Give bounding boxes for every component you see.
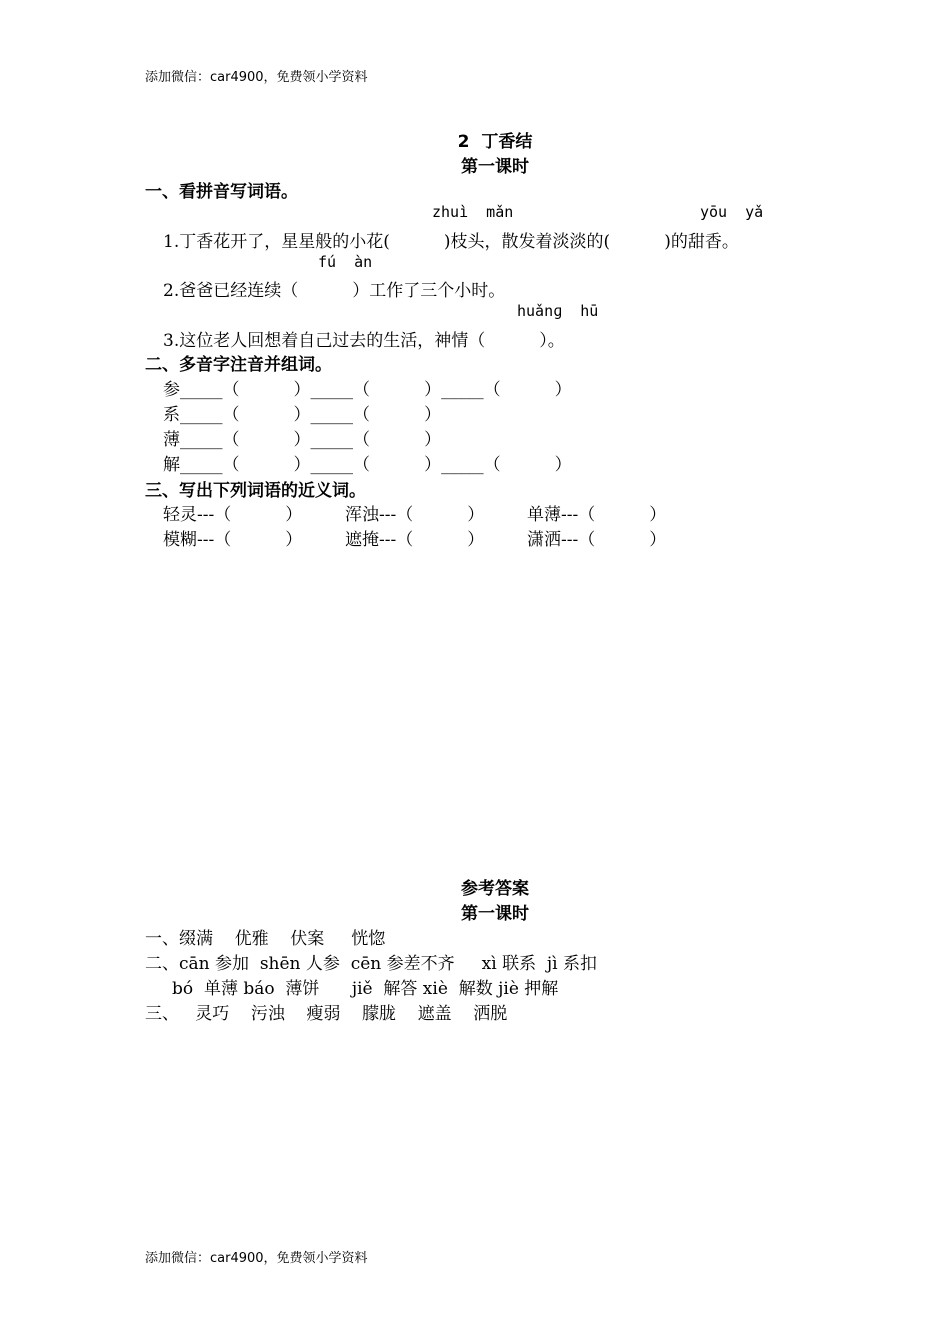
footer-watermark: 添加微信：car4900，免费领小学资料 xyxy=(145,1251,368,1266)
question-2: 2.爸爸已经连续（ ）工作了三个小时。 xyxy=(163,281,506,301)
period-title: 第一课时 xyxy=(461,157,529,177)
synonym-item: 模糊---（ ） xyxy=(163,530,303,550)
pinyin-fuan: fú àn xyxy=(318,253,373,271)
section3-heading: 三、写出下列词语的近义词。 xyxy=(145,481,366,501)
section2-heading: 二、多音字注音并组词。 xyxy=(145,355,332,375)
pinyin-zhuiman: zhuì mǎn xyxy=(432,203,514,221)
answer-line-4: 三、 灵巧 污浊 瘦弱 朦胧 遮盖 洒脱 xyxy=(145,1004,508,1024)
answer-line-3: bó 单薄 báo 薄饼 jiě 解答 xiè 解数 jiè 押解 xyxy=(145,979,559,999)
polyphone-row: 薄_____（ ）_____（ ） xyxy=(163,430,442,450)
section1-heading: 一、看拼音写词语。 xyxy=(145,182,298,202)
lesson-title: 2 丁香结 xyxy=(457,132,533,152)
pinyin-youya: yōu yǎ xyxy=(700,203,764,221)
synonym-item: 浑浊---（ ） xyxy=(345,505,485,525)
answer-line-1: 一、缀满 优雅 伏案 恍惚 xyxy=(145,929,386,949)
polyphone-row: 解_____（ ）_____（ ）_____（ ） xyxy=(163,455,572,475)
question-1: 1.丁香花开了，星星般的小花( )枝头，散发着淡淡的( )的甜香。 xyxy=(163,232,739,252)
question-3: 3.这位老人回想着自己过去的生活，神情（ ）。 xyxy=(163,331,565,351)
pinyin-huanghu: huǎnɡ hū xyxy=(517,302,599,320)
synonym-item: 轻灵---（ ） xyxy=(163,505,303,525)
synonym-item: 潇洒---（ ） xyxy=(527,530,667,550)
answers-period: 第一课时 xyxy=(461,904,529,924)
answer-line-2: 二、cān 参加 shēn 人参 cēn 参差不齐 xì 联系 jì 系扣 xyxy=(145,954,598,974)
synonym-item: 遮掩---（ ） xyxy=(345,530,485,550)
header-watermark: 添加微信：car4900，免费领小学资料 xyxy=(145,70,368,85)
polyphone-row: 系_____（ ）_____（ ） xyxy=(163,405,442,425)
answers-title: 参考答案 xyxy=(461,879,529,899)
polyphone-row: 参_____（ ）_____（ ）_____（ ） xyxy=(163,380,572,400)
synonym-item: 单薄---（ ） xyxy=(527,505,667,525)
